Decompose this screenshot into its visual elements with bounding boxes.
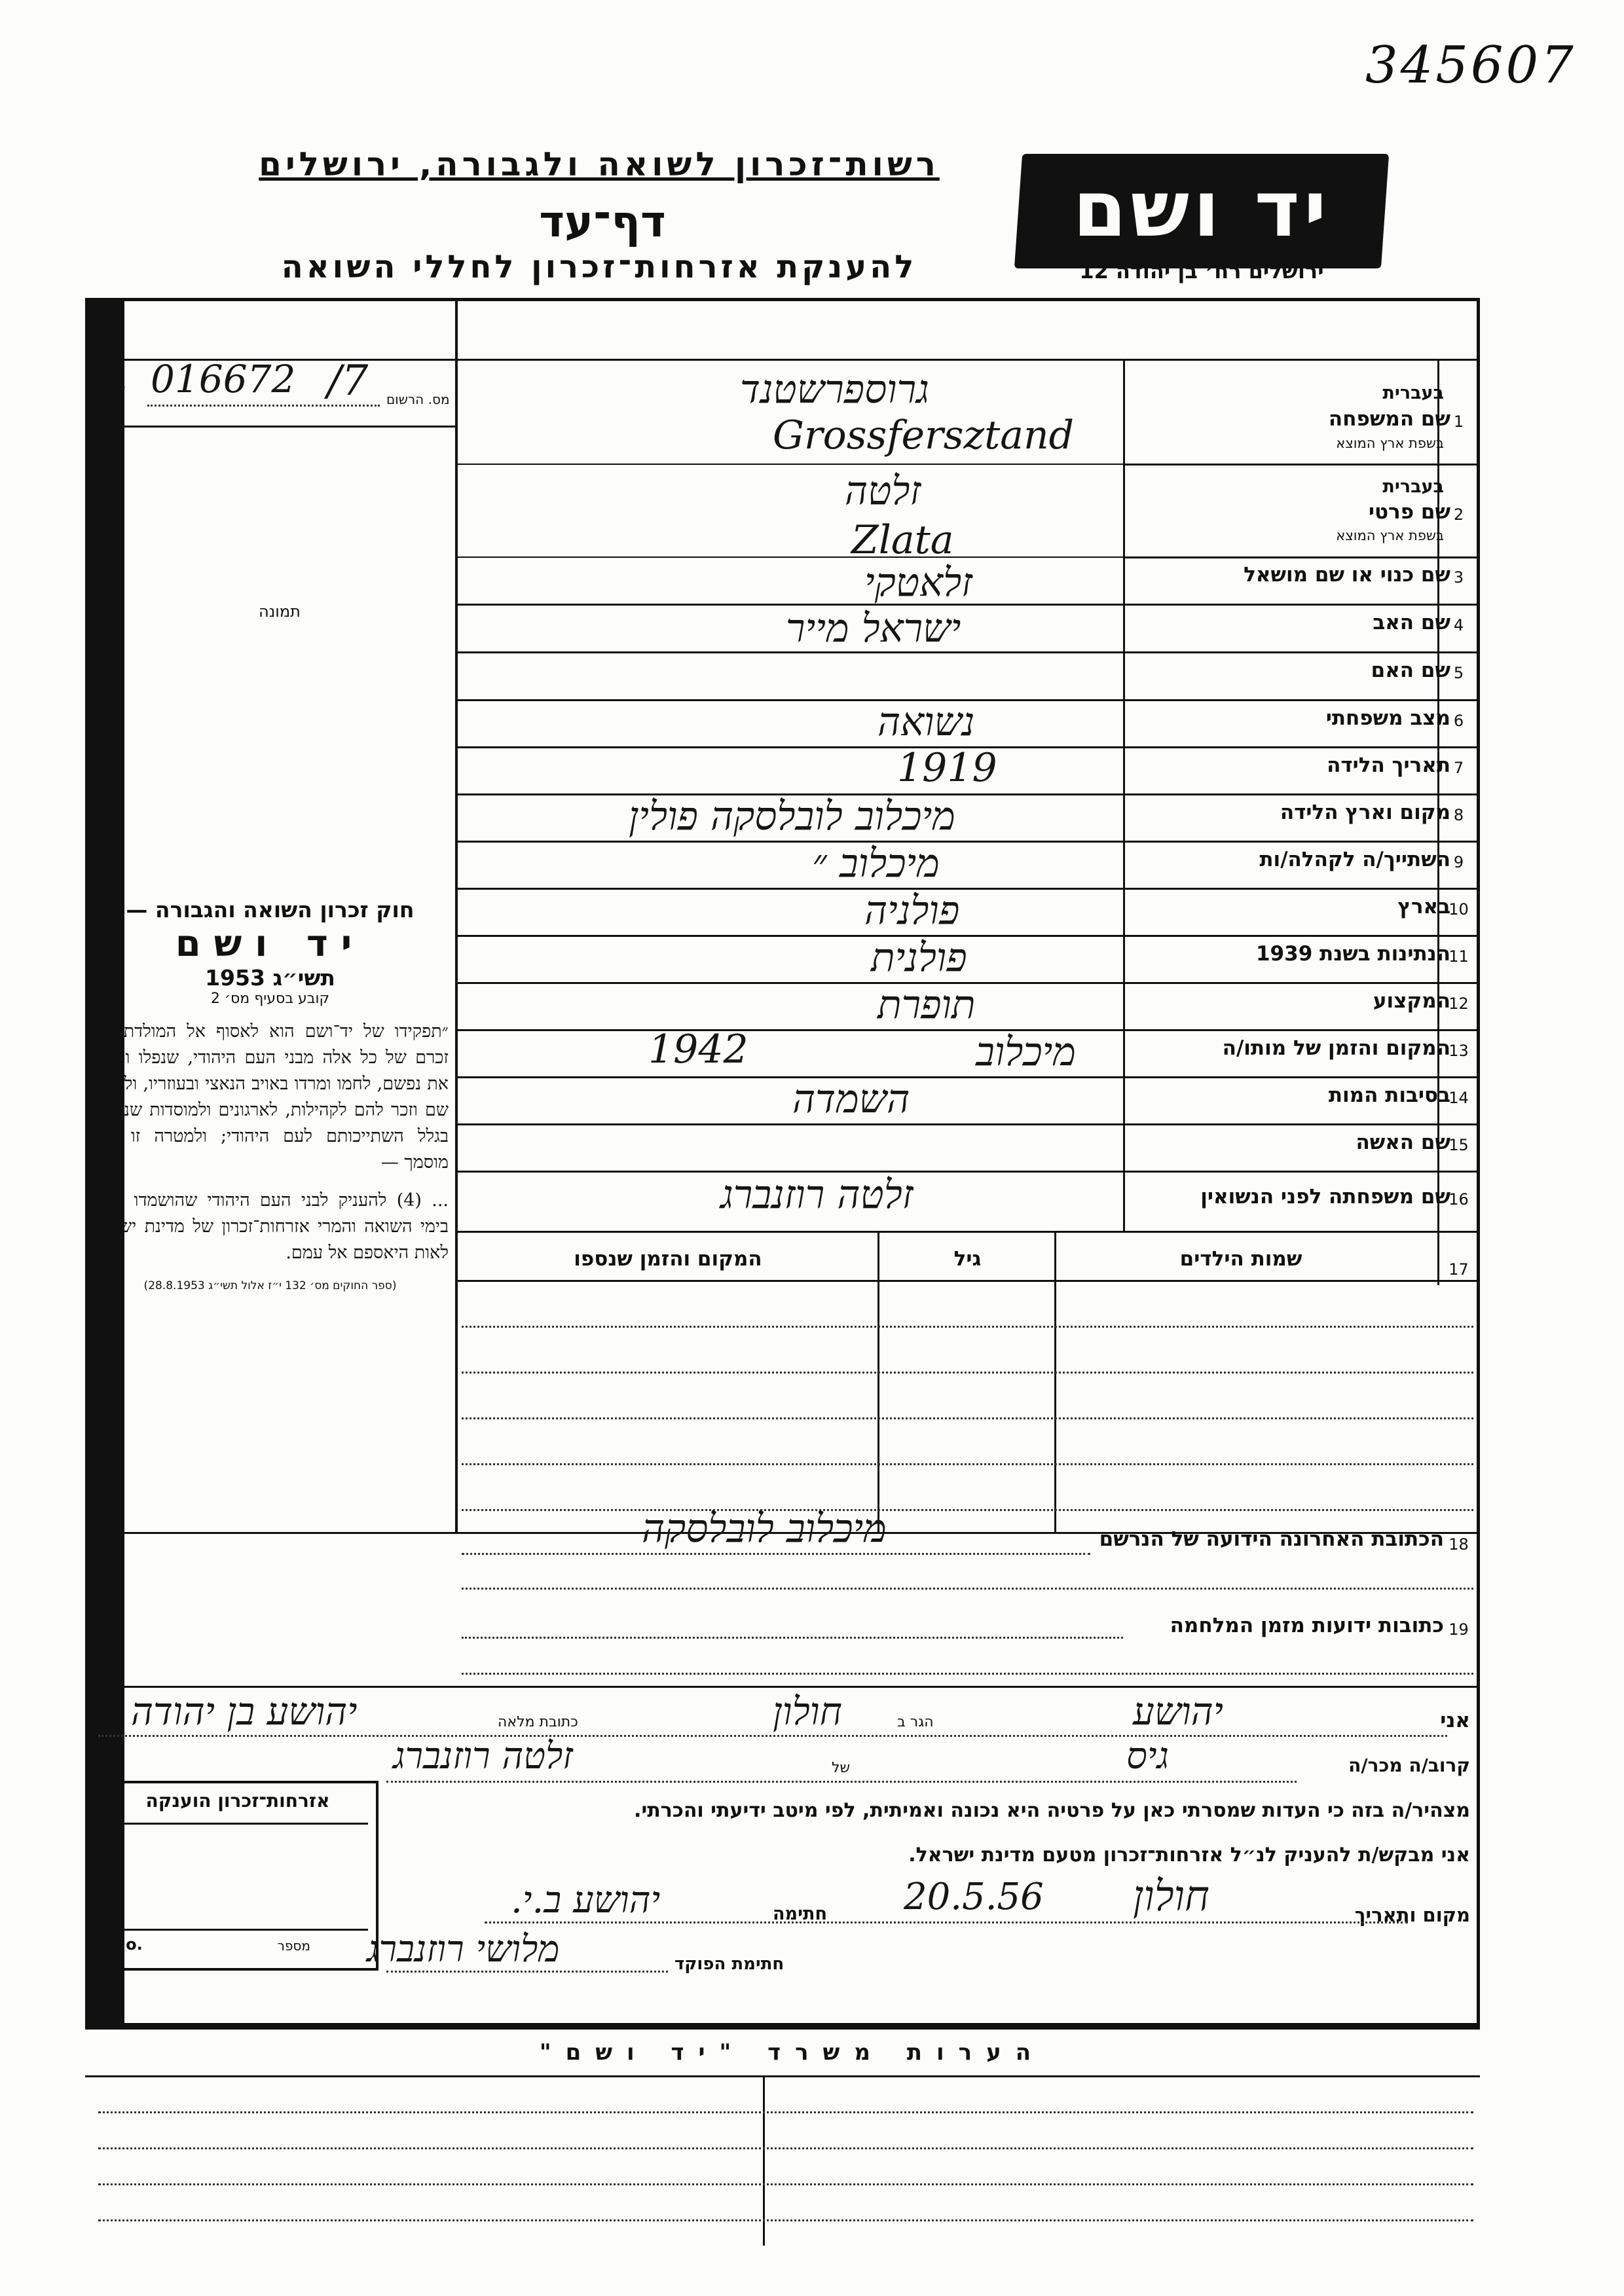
first-name-latin-value: Zlata: [851, 517, 954, 563]
law-year: תשי״ג 1953: [205, 965, 335, 991]
field-number: 13: [1449, 1042, 1469, 1060]
field-label-maiden: שם משפחתה לפני הנשואין: [1200, 1185, 1450, 1209]
full-address-label: כתובת מלאה: [498, 1714, 578, 1730]
photo-placeholder-label: תמונה: [259, 602, 301, 621]
field-number: 2: [1453, 505, 1464, 524]
declaration-ani: אני: [1440, 1709, 1470, 1732]
field-label-wife: שם האשה: [1356, 1131, 1450, 1154]
law-paragraph: ״תפקידו של יד־ושם הוא לאסוף אל המולדת את זכרם של כל אלה מבני העם היהודי, שנפלו ומסרו את נפשם, לחמו ומרדו באויב הנאצי ובעוזריו, ולהציב שם וזכר להם לקהילות, לארגונים ולמוסדות שנחרבו בגלל השתייכותם לעם היהודי; ולמטרה זו יהא מוסמך —: [92, 1021, 449, 1173]
family-name-hebrew-value: גרוספרשטנד: [740, 367, 929, 412]
field-number: 5: [1453, 664, 1464, 682]
relation-value: גיס: [1126, 1735, 1170, 1777]
logo-text: יד ושם: [1073, 164, 1331, 254]
form-title: דף־עד: [539, 196, 666, 247]
field-label-citizenship: הנתינות בשנת 1939: [1255, 942, 1450, 966]
citizenship-value: פולנית: [871, 935, 967, 981]
field-label-family-name: שם המשפחה: [1328, 407, 1450, 431]
divider: [1123, 359, 1125, 1233]
reg-no-label: No.: [98, 373, 127, 393]
field-number: 1: [1453, 412, 1464, 431]
field-label-profession: המקצוע: [1373, 989, 1450, 1013]
field-label-marital: מצב משפחתי: [1325, 706, 1450, 730]
field-number: 17: [1449, 1260, 1469, 1279]
archive-number: 345607: [1365, 36, 1576, 95]
field-number: 14: [1449, 1089, 1469, 1107]
field-label-first-name: שם פרטי: [1368, 500, 1450, 524]
field-label-community: השתייך/ה לקהלה/ות: [1259, 848, 1450, 871]
date-value: 20.5.56: [904, 1876, 1044, 1918]
field-sub-hebrew: בעברית: [1382, 383, 1444, 403]
children-col-age: גיל: [953, 1247, 982, 1271]
family-name-latin-value: Grossfersztand: [773, 412, 1075, 458]
field-label-mother: שם האם: [1371, 659, 1450, 682]
field-number: 4: [1453, 616, 1464, 634]
maiden-name-value: זלטה רוזנברג: [720, 1172, 913, 1218]
field-sub-origin: בשפת ארץ המוצא: [1336, 435, 1444, 451]
birthplace-value: מיכלוב לובלסקה פולין: [629, 793, 955, 839]
marital-status-value: נשואה: [877, 699, 975, 745]
field-number: 8: [1453, 806, 1464, 824]
birthdate-value: 1919: [897, 745, 997, 791]
field-number: 11: [1449, 947, 1469, 966]
field-label-birthplace: מקום וארץ הלידה: [1280, 801, 1450, 824]
field-number: 16: [1449, 1190, 1469, 1209]
field-number: 6: [1453, 712, 1464, 730]
last-address-value: מיכלוב לובלסקה: [642, 1506, 887, 1552]
field-label-father: שם האב: [1373, 611, 1450, 634]
declarant-city-value: חולון: [773, 1689, 842, 1734]
law-clause: קובע בסעיף מס׳ 2: [210, 991, 330, 1007]
certificate-no-he: מספר: [277, 1938, 310, 1954]
form-subtitle: להענקת אזרחות־זכרון לחללי השואה: [281, 249, 917, 285]
field-label-birthdate: תאריך הלידה: [1327, 754, 1450, 777]
declarant-address-value: יהושע בן יהודה: [131, 1689, 358, 1734]
field-label-death: המקום והזמן של מותו/ה: [1222, 1036, 1450, 1060]
last-address-label: הכתובת האחרונה הידועה של הנרשם: [1099, 1527, 1444, 1551]
official-signature-label: חתימת הפוקד: [674, 1954, 784, 1974]
relative-of-value: זלטה רוזנברג: [393, 1735, 573, 1777]
remarks-title: הערות משרד "יד ושם": [539, 2039, 1046, 2066]
nickname-value: זלאטקי: [864, 560, 972, 606]
divider: [455, 298, 458, 1532]
field-sub-origin: בשפת ארץ המוצא: [1336, 528, 1444, 543]
official-signature-value: מלושי רוזנברג: [367, 1928, 560, 1971]
field-sub-hebrew: בעברית: [1382, 477, 1444, 497]
signature-label: חתימה: [773, 1904, 828, 1924]
field-label-death-cause: בסיבות המות: [1328, 1084, 1450, 1107]
children-col-names: שמות הילדים: [1179, 1247, 1302, 1271]
certificate-no-label: No.: [113, 1935, 143, 1954]
law-footnote: (ספר החוקים מס׳ 132 י״ז אלול תשי״ג 28.8.1953): [143, 1279, 397, 1292]
place-date-label: מקום ותאריך: [1354, 1904, 1470, 1926]
first-name-hebrew-value: זלטה: [845, 468, 921, 514]
certificate-title: אזרחות־זכרון הוענקה: [145, 1790, 330, 1812]
field-number: 18: [1449, 1535, 1469, 1554]
law-paragraph: ... (4) להעניק לבני העם היהודי שהושמדו ונפלו בימי השואה והמרי אזרחות־זכרון של מדינת ישראל לאות היאספם אל עמם.: [92, 1190, 449, 1263]
field-number: 15: [1449, 1136, 1469, 1154]
reg-no-caption: מס. הרשום: [386, 392, 450, 407]
declarant-name-value: יהושע: [1133, 1689, 1223, 1734]
relation-label: קרוב/ה מכר/ה: [1348, 1755, 1470, 1776]
community-value: מיכלוב ״: [812, 841, 940, 886]
certificate-box: [97, 1781, 378, 1971]
place-value: חולון: [1133, 1872, 1209, 1921]
father-name-value: ישראל מייר: [786, 606, 961, 651]
logo-address: ירושלים רח׳ בן יהודה 12: [1079, 259, 1324, 283]
signature-value: יהושע ב.י.: [511, 1879, 661, 1922]
field-number: 3: [1453, 568, 1464, 587]
field-label-nickname: שם כנוי או שם מושאל: [1244, 563, 1450, 587]
declaration-request: אני מבקש/ת להעניק לנ״ל אזרחות־זכרון מטעם מדינת ישראל.: [908, 1844, 1470, 1867]
of-label: של: [832, 1760, 851, 1776]
reg-no-suffix: /7: [327, 357, 369, 405]
field-number: 9: [1453, 853, 1464, 871]
reg-no-value: 016672: [151, 357, 296, 401]
field-number: 7: [1453, 759, 1464, 777]
death-year-value: 1942: [648, 1027, 748, 1072]
law-panel: [92, 897, 449, 1292]
profession-value: תופרת: [877, 982, 976, 1028]
death-place-value: מיכלוב: [976, 1029, 1076, 1075]
declaration-statement: מצהיר/ה בזה כי העדות שמסרתי כאן על פרטיה היא נכונה ואמיתית, לפי מיטב ידיעתי והכרתי.: [634, 1799, 1470, 1822]
law-brand: יד ושם: [175, 922, 365, 965]
children-col-place: המקום והזמן שנספו: [574, 1247, 762, 1271]
organization-name: רשות־זכרון לשואה ולגבורה, ירושלים: [259, 145, 940, 183]
war-address-label: כתובות ידועות מזמן המלחמה: [1170, 1614, 1444, 1637]
death-cause-value: השמדה: [792, 1076, 910, 1122]
field-label-country: בארץ: [1397, 895, 1450, 919]
field-number: 10: [1449, 900, 1469, 919]
field-number: 19: [1449, 1620, 1469, 1639]
field-number: 12: [1449, 994, 1469, 1013]
law-title: חוק זכרון השואה והגבורה —: [126, 897, 415, 922]
resides-label: הגר ב: [897, 1714, 934, 1730]
country-value: פולניה: [864, 888, 960, 934]
